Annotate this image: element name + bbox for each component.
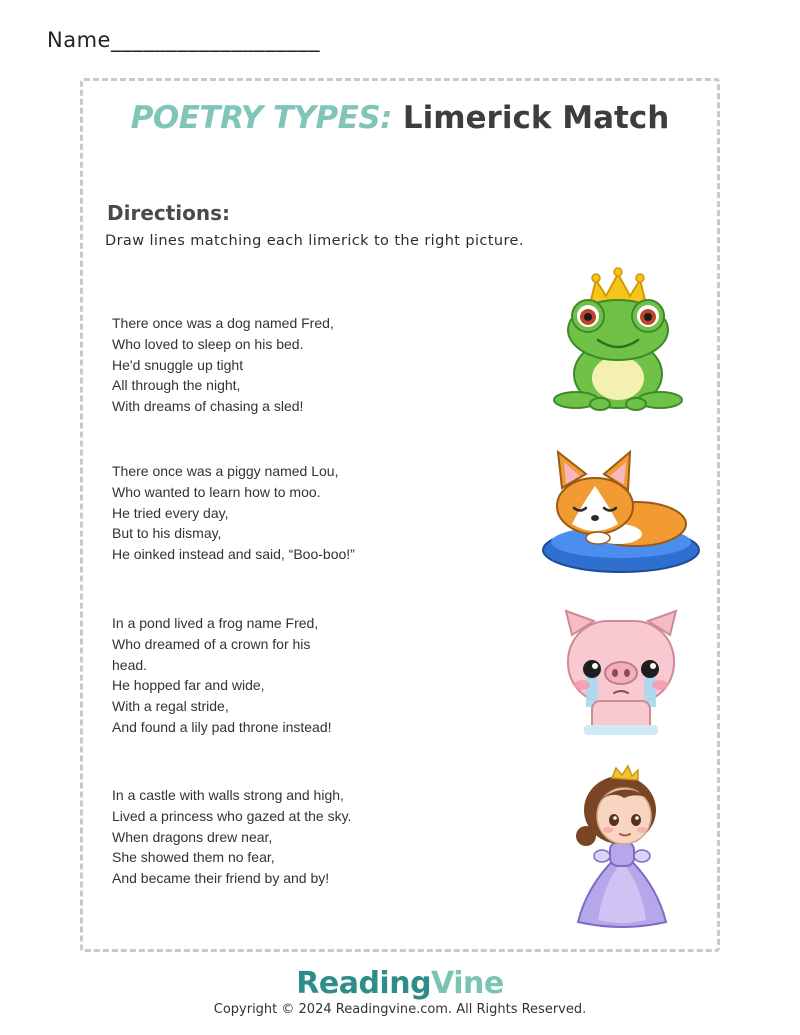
- limerick-line: Who dreamed of a crown for his: [112, 635, 311, 652]
- directions-heading: Directions:: [107, 201, 231, 225]
- limerick-line: In a castle with walls strong and high,: [112, 787, 344, 803]
- limerick-line: All through the night,: [112, 377, 241, 394]
- directions-text: Draw lines matching each limerick to the right picture.: [105, 233, 524, 249]
- frog-with-crown-icon: [550, 266, 686, 416]
- title-rest: Limerick Match: [392, 100, 670, 136]
- brand-logo: [0, 966, 800, 1001]
- sleeping-corgi-icon: [540, 446, 702, 578]
- limerick-line: In a pond lived a frog name Fred,: [112, 615, 319, 631]
- limerick-3: [112, 613, 332, 738]
- limerick-line: Lived a princess who gazed at the sky.: [112, 807, 352, 824]
- limerick-line: With dreams of chasing a sled!: [112, 398, 304, 415]
- limerick-line: And became their friend by and by!: [112, 870, 330, 887]
- limerick-line: He tried every day,: [112, 504, 229, 521]
- limerick-line: There once was a dog named Fred,: [112, 315, 334, 331]
- limerick-2: [112, 461, 355, 565]
- name-field[interactable]: Name___________________: [47, 28, 320, 52]
- limerick-line: Who wanted to learn how to moo.: [112, 483, 321, 500]
- crying-pig-icon: [562, 607, 680, 743]
- limerick-line: When dragons drew near,: [112, 828, 273, 845]
- limerick-line: head.: [112, 656, 148, 673]
- limerick-line: But to his dismay,: [112, 525, 222, 542]
- page-title: [0, 100, 800, 136]
- brand-part-1: Reading: [296, 966, 432, 1001]
- limerick-line: There once was a piggy named Lou,: [112, 463, 339, 479]
- limerick-line: With a regal stride,: [112, 698, 229, 715]
- limerick-line: He'd snuggle up tight: [112, 356, 244, 373]
- limerick-1: [112, 313, 334, 417]
- limerick-4: [112, 785, 351, 889]
- copyright-text: Copyright © 2024 Readingvine.com. All Rights Reserved.: [213, 1002, 587, 1017]
- limerick-line: She showed them no fear,: [112, 849, 275, 866]
- limerick-line: He hopped far and wide,: [112, 677, 265, 694]
- brand-part-2: Vine: [431, 966, 504, 1001]
- limerick-line: Who loved to sleep on his bed.: [112, 335, 304, 352]
- limerick-line: And found a lily pad throne instead!: [112, 718, 332, 735]
- limerick-line: He oinked instead and said, “Boo-boo!”: [112, 546, 355, 563]
- princess-icon: [568, 764, 676, 930]
- title-accent: POETRY TYPES:: [130, 100, 393, 136]
